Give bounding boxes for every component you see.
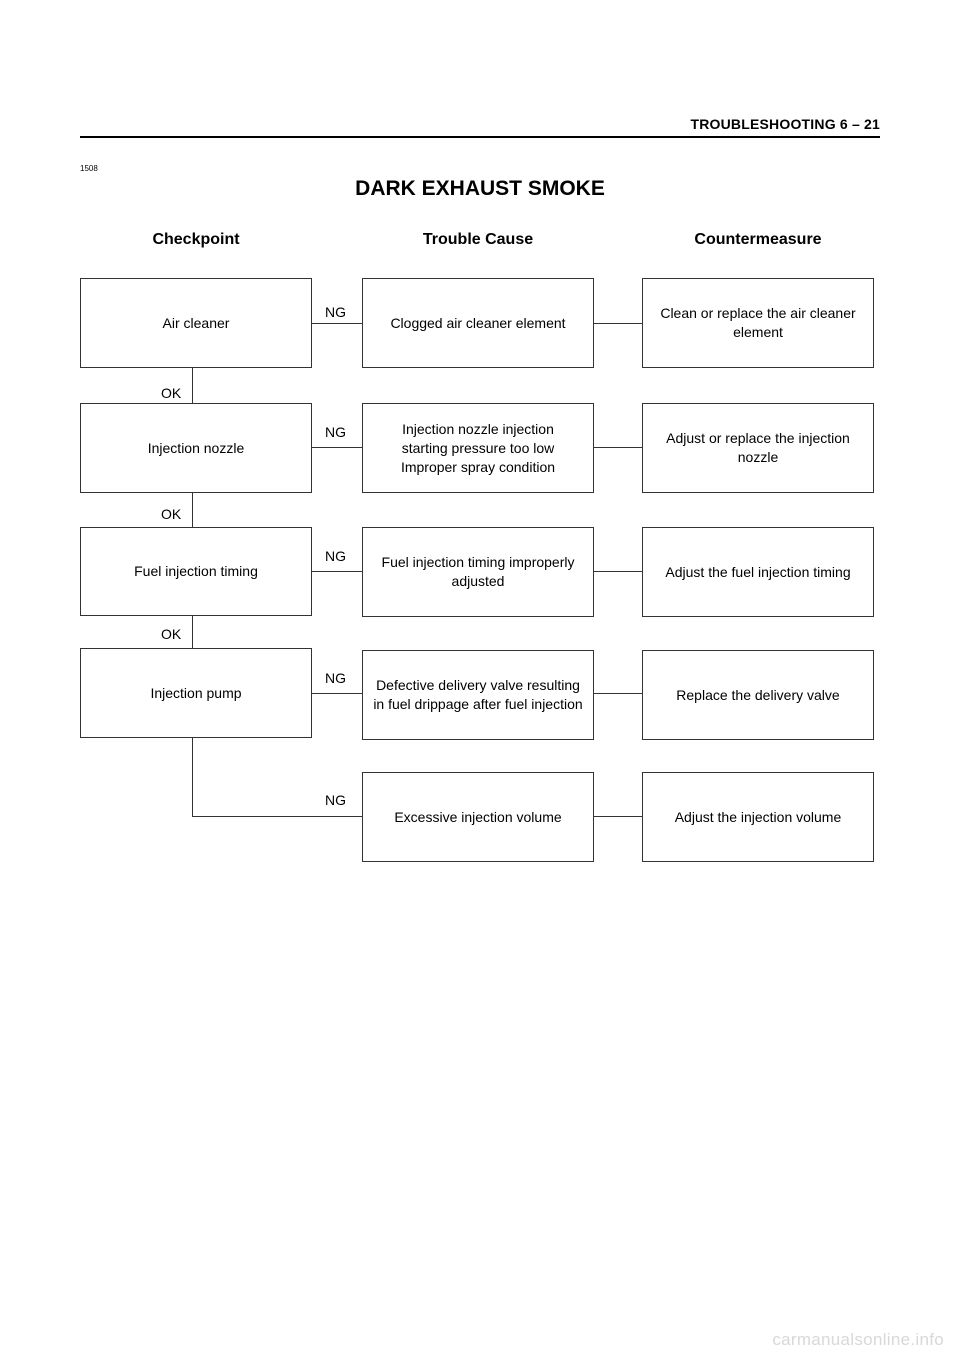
ng-connector (192, 816, 363, 817)
countermeasure-text: Adjust the fuel injection timing (665, 563, 851, 580)
countermeasure-box (642, 403, 874, 493)
cause-countermeasure-connector (593, 571, 642, 572)
checkpoint-box-injection-pump (80, 648, 312, 738)
cause-box (362, 650, 594, 740)
checkpoint-box-air-cleaner (80, 278, 312, 368)
ng-connector (311, 323, 363, 324)
ok-connector (192, 368, 193, 404)
cause-box (362, 278, 594, 368)
ng-label: NG (325, 792, 346, 808)
checkpoint-label: Fuel injection timing (134, 563, 258, 579)
countermeasure-box (642, 278, 874, 368)
checkpoint-box-injection-nozzle (80, 403, 312, 493)
ok-connector (192, 492, 193, 528)
cause-countermeasure-connector (593, 323, 642, 324)
ng-label: NG (325, 424, 346, 440)
column-heading-countermeasure: Countermeasure (694, 231, 822, 248)
checkpoint-label: Air cleaner (162, 314, 230, 331)
countermeasure-text: Replace the delivery valve (676, 686, 840, 703)
column-heading-checkpoint: Checkpoint (152, 231, 240, 248)
countermeasure-box (642, 772, 874, 862)
cause-box (362, 527, 594, 617)
countermeasure-box (642, 650, 874, 740)
cause-countermeasure-connector (593, 693, 642, 694)
countermeasure-box (642, 527, 874, 617)
ng-label: NG (325, 548, 346, 564)
cause-text: Clogged air cleaner element (390, 314, 566, 331)
ok-connector (192, 615, 193, 651)
ng-label: NG (325, 304, 346, 320)
checkpoint-box-fuel-injection-timing (80, 527, 312, 616)
page-header-title: TROUBLESHOOTING 6 – 21 (690, 116, 880, 132)
ok-label: OK (161, 626, 182, 642)
watermark-text: carmanualsonline.info (772, 1330, 944, 1349)
cause-countermeasure-connector (593, 816, 642, 817)
ng-label: NG (325, 670, 346, 686)
document-code: 1508 (80, 164, 98, 173)
header-rule (80, 136, 880, 138)
page-title: DARK EXHAUST SMOKE (355, 177, 605, 200)
cause-text: Excessive injection volume (394, 808, 562, 825)
countermeasure-text: Clean or replace the air cleaner element (660, 305, 856, 340)
ok-label: OK (161, 506, 182, 522)
cause-box (362, 772, 594, 862)
ng-connector (311, 447, 363, 448)
checkpoint-label: Injection nozzle (147, 439, 245, 456)
checkpoint-label: Injection pump (150, 684, 242, 701)
countermeasure-text: Adjust or replace the injection nozzle (666, 430, 850, 465)
cause-text: Fuel injection timing improperly adjusted (381, 554, 575, 589)
ng-connector (311, 571, 363, 572)
cause-box (362, 403, 594, 493)
ok-label: OK (161, 385, 182, 401)
countermeasure-text: Adjust the injection volume (674, 808, 842, 825)
cause-countermeasure-connector (593, 447, 642, 448)
ng-connector-vertical (192, 737, 193, 816)
ng-connector (311, 693, 363, 694)
column-heading-trouble-cause: Trouble Cause (422, 231, 534, 248)
cause-text: Injection nozzle injection starting pressure too low Improper spray condition (400, 420, 556, 475)
cause-text: Defective delivery valve resulting in fuel drippage after fuel injection (373, 677, 583, 712)
